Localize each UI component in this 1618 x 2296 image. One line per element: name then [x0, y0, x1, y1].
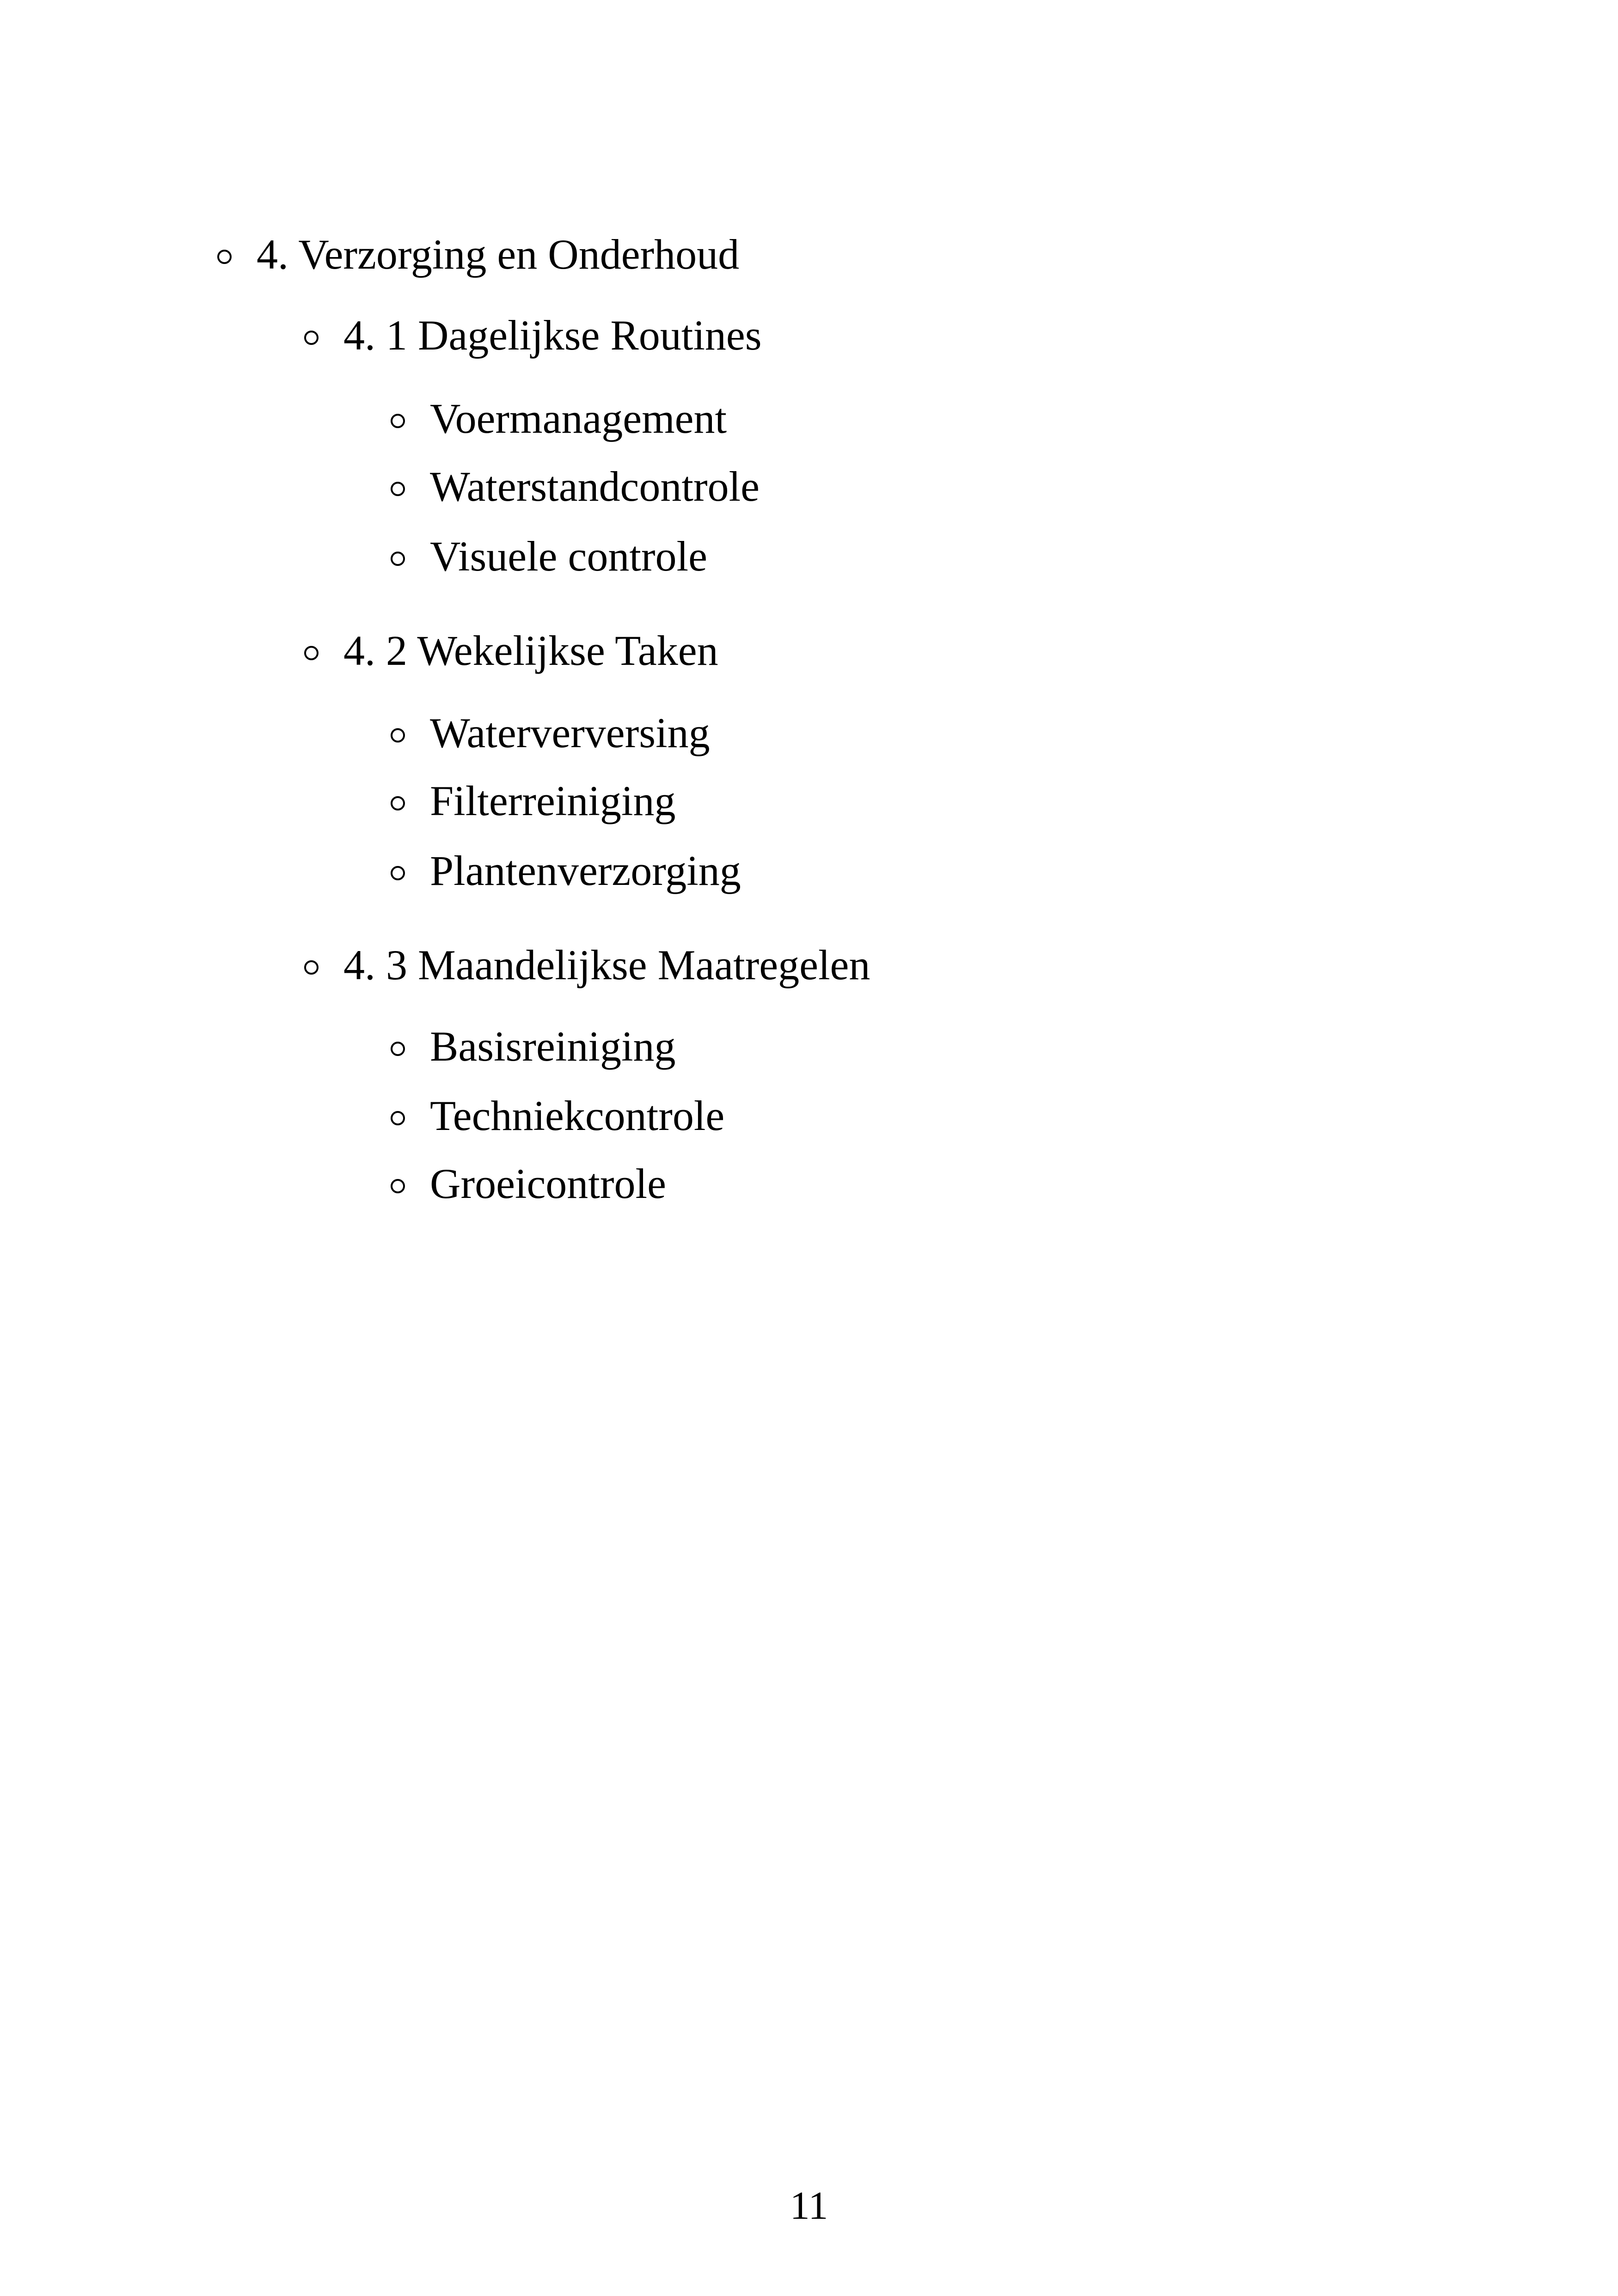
subsection-heading: 4. 2 Wekelijkse Taken — [343, 627, 718, 674]
list-item: Visuele controle — [430, 533, 707, 580]
hollow-bullet-icon — [391, 728, 405, 743]
section-heading: 4. Verzorging en Onderhoud — [257, 231, 740, 278]
list-item: Waterstandcontrole — [430, 463, 760, 510]
hollow-bullet-icon — [391, 482, 405, 496]
hollow-bullet-icon — [391, 414, 405, 428]
list-item: Groeicontrole — [430, 1160, 666, 1207]
hollow-bullet-icon — [217, 250, 232, 264]
hollow-bullet-icon — [391, 1042, 405, 1056]
list-item: Basisreiniging — [430, 1023, 676, 1070]
hollow-bullet-icon — [391, 796, 405, 810]
outline-item-level-3 — [391, 775, 675, 826]
list-item: Plantenverzorging — [430, 847, 741, 894]
outline-item-level-2 — [304, 625, 718, 676]
list-item: Waterverversing — [430, 709, 710, 756]
list-item: Techniekcontrole — [430, 1092, 725, 1139]
hollow-bullet-icon — [391, 1111, 405, 1125]
hollow-bullet-icon — [304, 331, 319, 345]
hollow-bullet-icon — [391, 1179, 405, 1193]
outline-item-level-3 — [391, 1090, 724, 1141]
outline-item-level-3 — [391, 531, 707, 582]
hollow-bullet-icon — [391, 866, 405, 880]
outline-item-level-3 — [391, 1158, 666, 1209]
outline-item-level-1 — [217, 229, 739, 280]
outline-item-level-3 — [391, 461, 760, 512]
subsection-heading: 4. 1 Dagelijkse Routines — [343, 312, 762, 359]
outline-item-level-2 — [304, 939, 870, 990]
list-item: Voermanagement — [430, 395, 727, 442]
outline-item-level-3 — [391, 707, 710, 758]
hollow-bullet-icon — [304, 646, 319, 660]
outline-item-level-3 — [391, 845, 741, 896]
subsection-heading: 4. 3 Maandelijkse Maatregelen — [343, 941, 870, 988]
outline-item-level-3 — [391, 393, 727, 444]
outline-item-level-2 — [304, 310, 762, 361]
hollow-bullet-icon — [391, 552, 405, 566]
page-number: 11 — [790, 2183, 828, 2228]
outline-item-level-3 — [391, 1021, 676, 1072]
list-item: Filterreiniging — [430, 777, 676, 824]
hollow-bullet-icon — [304, 960, 319, 975]
